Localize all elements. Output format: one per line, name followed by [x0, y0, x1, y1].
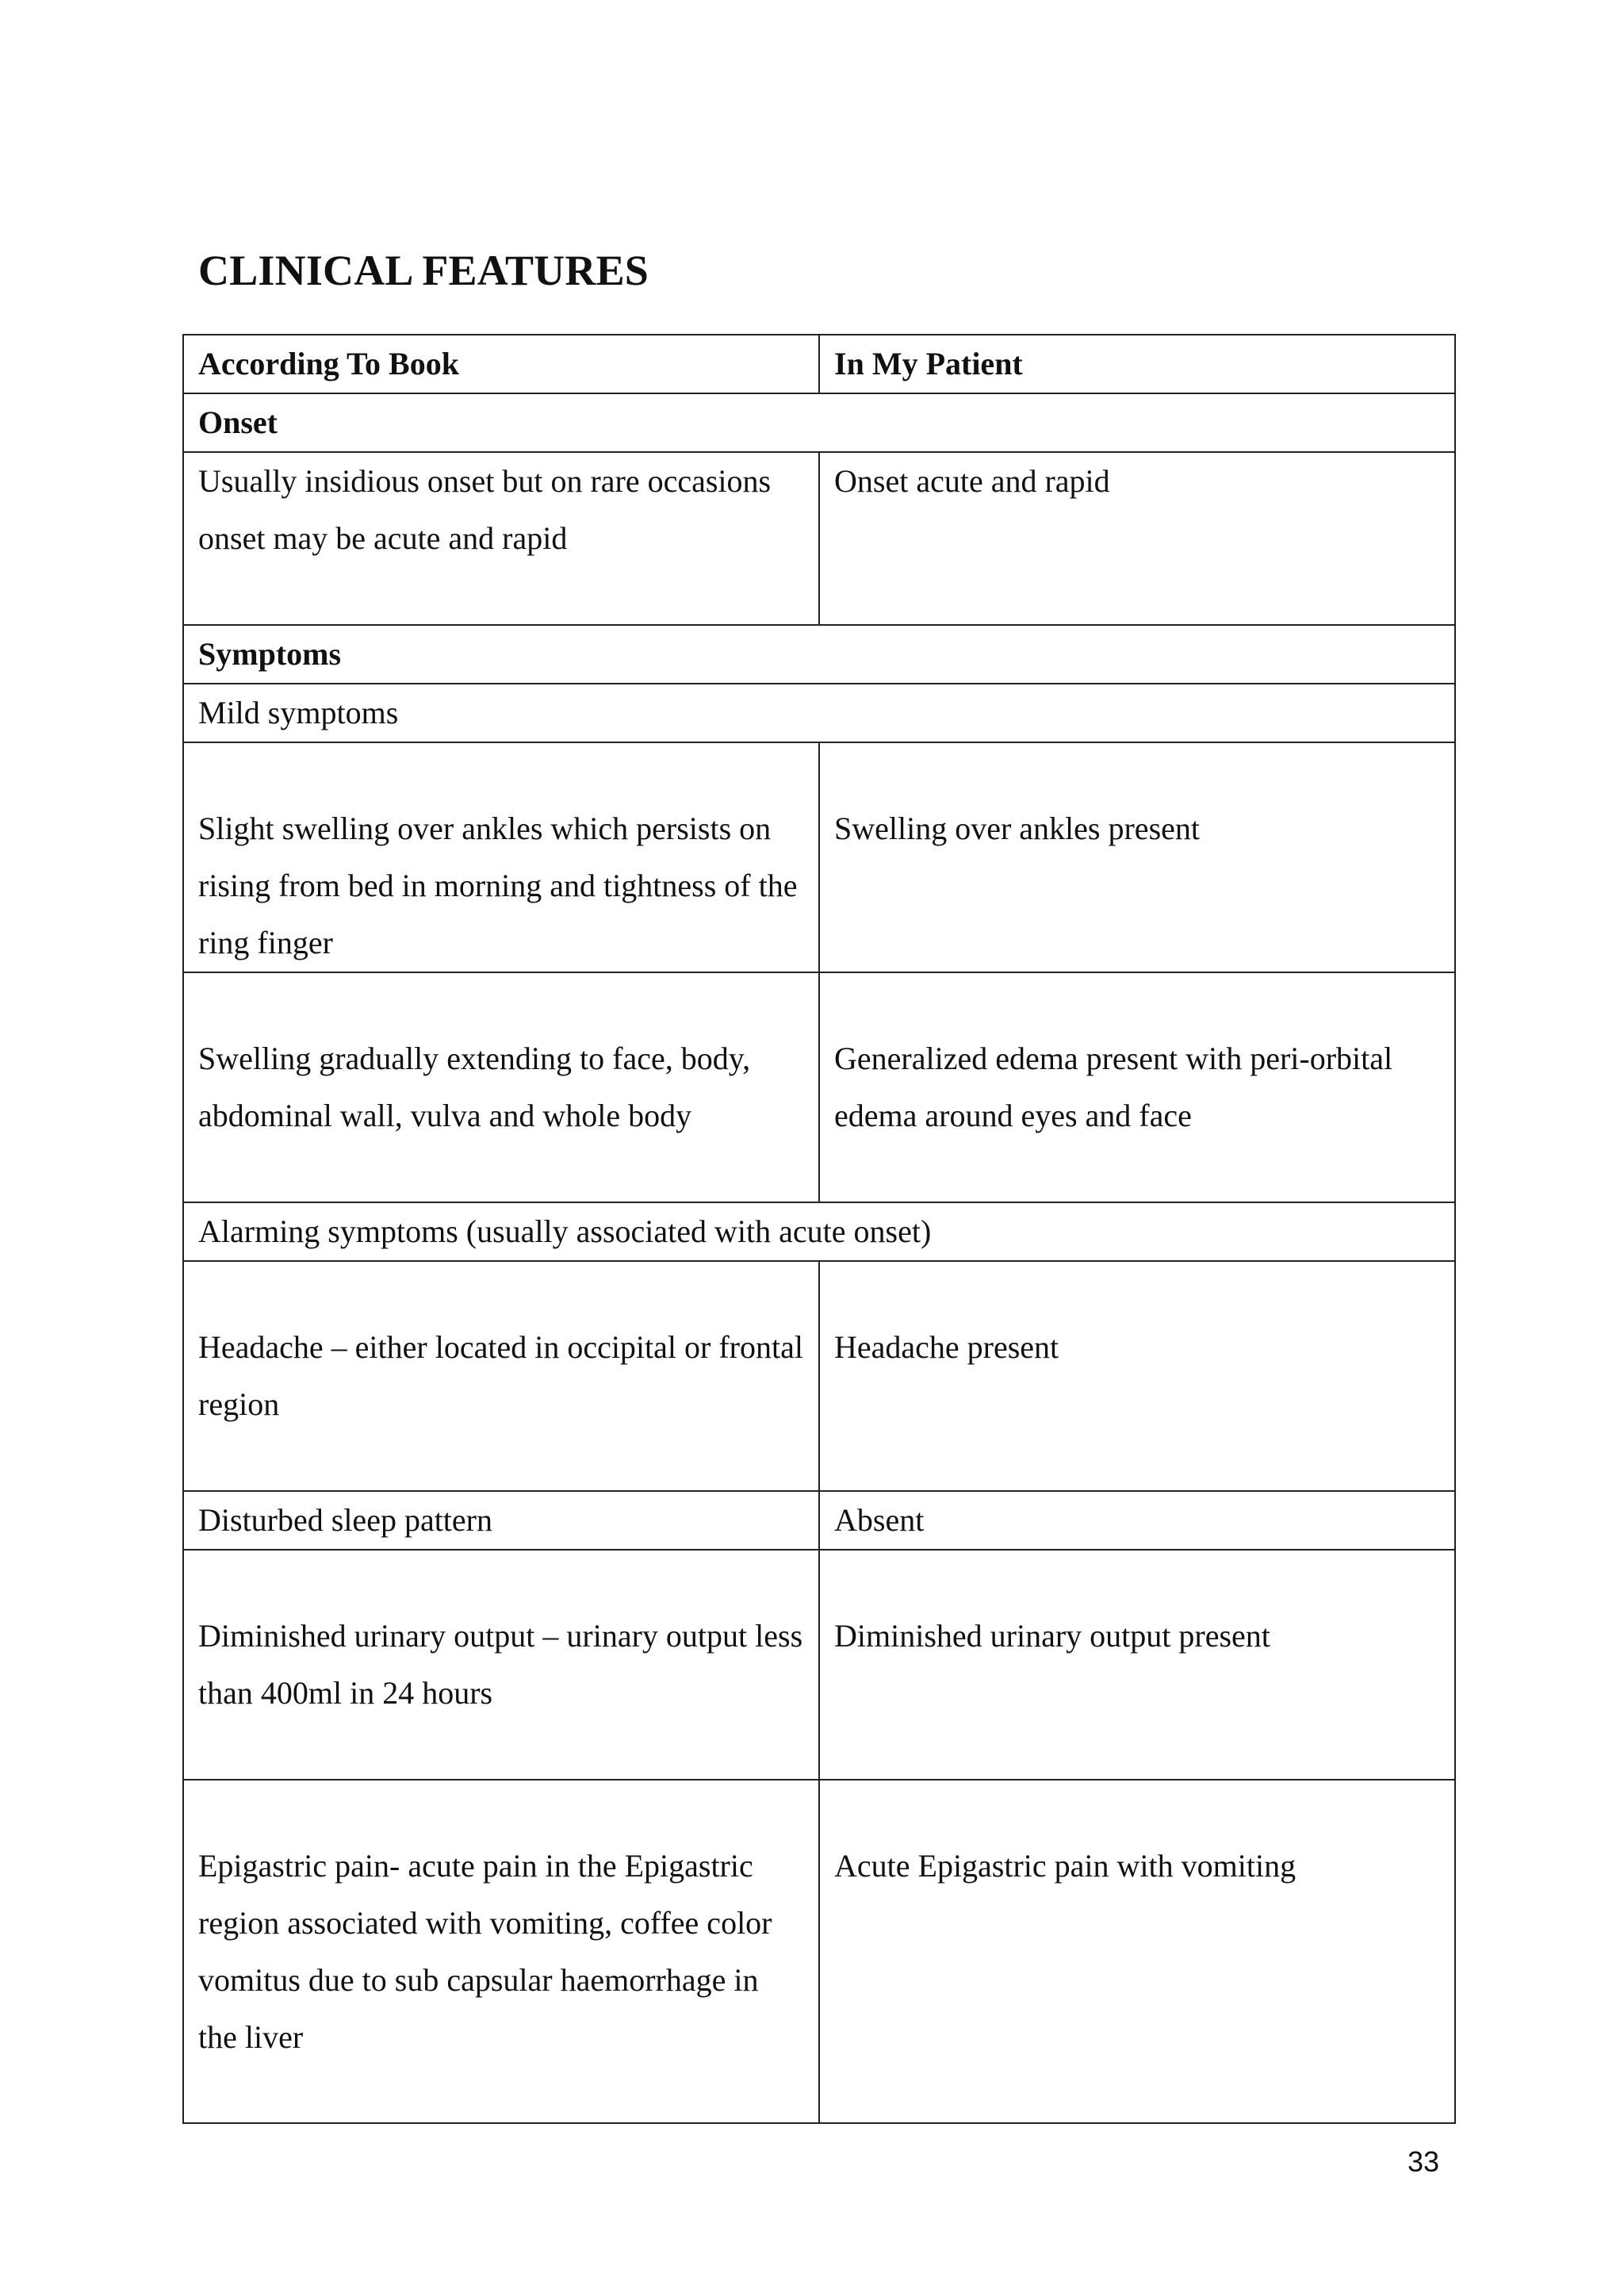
- subsection-row-mild: [183, 684, 1455, 742]
- table-row: [183, 1780, 1455, 2123]
- patient-cell: Onset acute and rapid: [819, 452, 1455, 625]
- section-row-symptoms: [183, 625, 1455, 684]
- book-cell: Slight swelling over ankles which persists on rising from bed in morning and tightness of the ring finger: [183, 742, 819, 972]
- table-row: [183, 972, 1455, 1202]
- subsection-label-alarming: Alarming symptoms (usually associated with acute onset): [183, 1202, 1455, 1261]
- table-row: [183, 1491, 1455, 1550]
- page-number: 33: [1408, 2145, 1440, 2178]
- book-cell: Headache – either located in occipital or frontal region: [183, 1261, 819, 1491]
- patient-cell: Absent: [819, 1491, 1455, 1550]
- subsection-row-alarming: [183, 1202, 1455, 1261]
- book-cell: Diminished urinary output – urinary output less than 400ml in 24 hours: [183, 1550, 819, 1780]
- patient-cell: Acute Epigastric pain with vomiting: [819, 1780, 1455, 2123]
- header-according-to-book: According To Book: [183, 335, 819, 393]
- book-cell: Usually insidious onset but on rare occasions onset may be acute and rapid: [183, 452, 819, 625]
- table-row: [183, 452, 1455, 625]
- header-in-my-patient: In My Patient: [819, 335, 1455, 393]
- patient-cell: Swelling over ankles present: [819, 742, 1455, 972]
- section-heading-onset: Onset: [183, 393, 1455, 452]
- table-row: [183, 1550, 1455, 1780]
- book-cell: Disturbed sleep pattern: [183, 1491, 819, 1550]
- section-heading-symptoms: Symptoms: [183, 625, 1455, 684]
- clinical-features-table: [182, 334, 1456, 2124]
- section-row-onset: [183, 393, 1455, 452]
- subsection-label-mild: Mild symptoms: [183, 684, 1455, 742]
- patient-cell: Headache present: [819, 1261, 1455, 1491]
- table-row: [183, 742, 1455, 972]
- book-cell: Epigastric pain- acute pain in the Epigastric region associated with vomiting, coffee color vomitus due to sub capsular haemorrhage in the liver: [183, 1780, 819, 2123]
- patient-cell: Diminished urinary output present: [819, 1550, 1455, 1780]
- patient-cell: Generalized edema present with peri-orbital edema around eyes and face: [819, 972, 1455, 1202]
- page-title: CLINICAL FEATURES: [198, 247, 649, 294]
- table-row: [183, 1261, 1455, 1491]
- book-cell: Swelling gradually extending to face, body, abdominal wall, vulva and whole body: [183, 972, 819, 1202]
- table-header-row: [183, 335, 1455, 393]
